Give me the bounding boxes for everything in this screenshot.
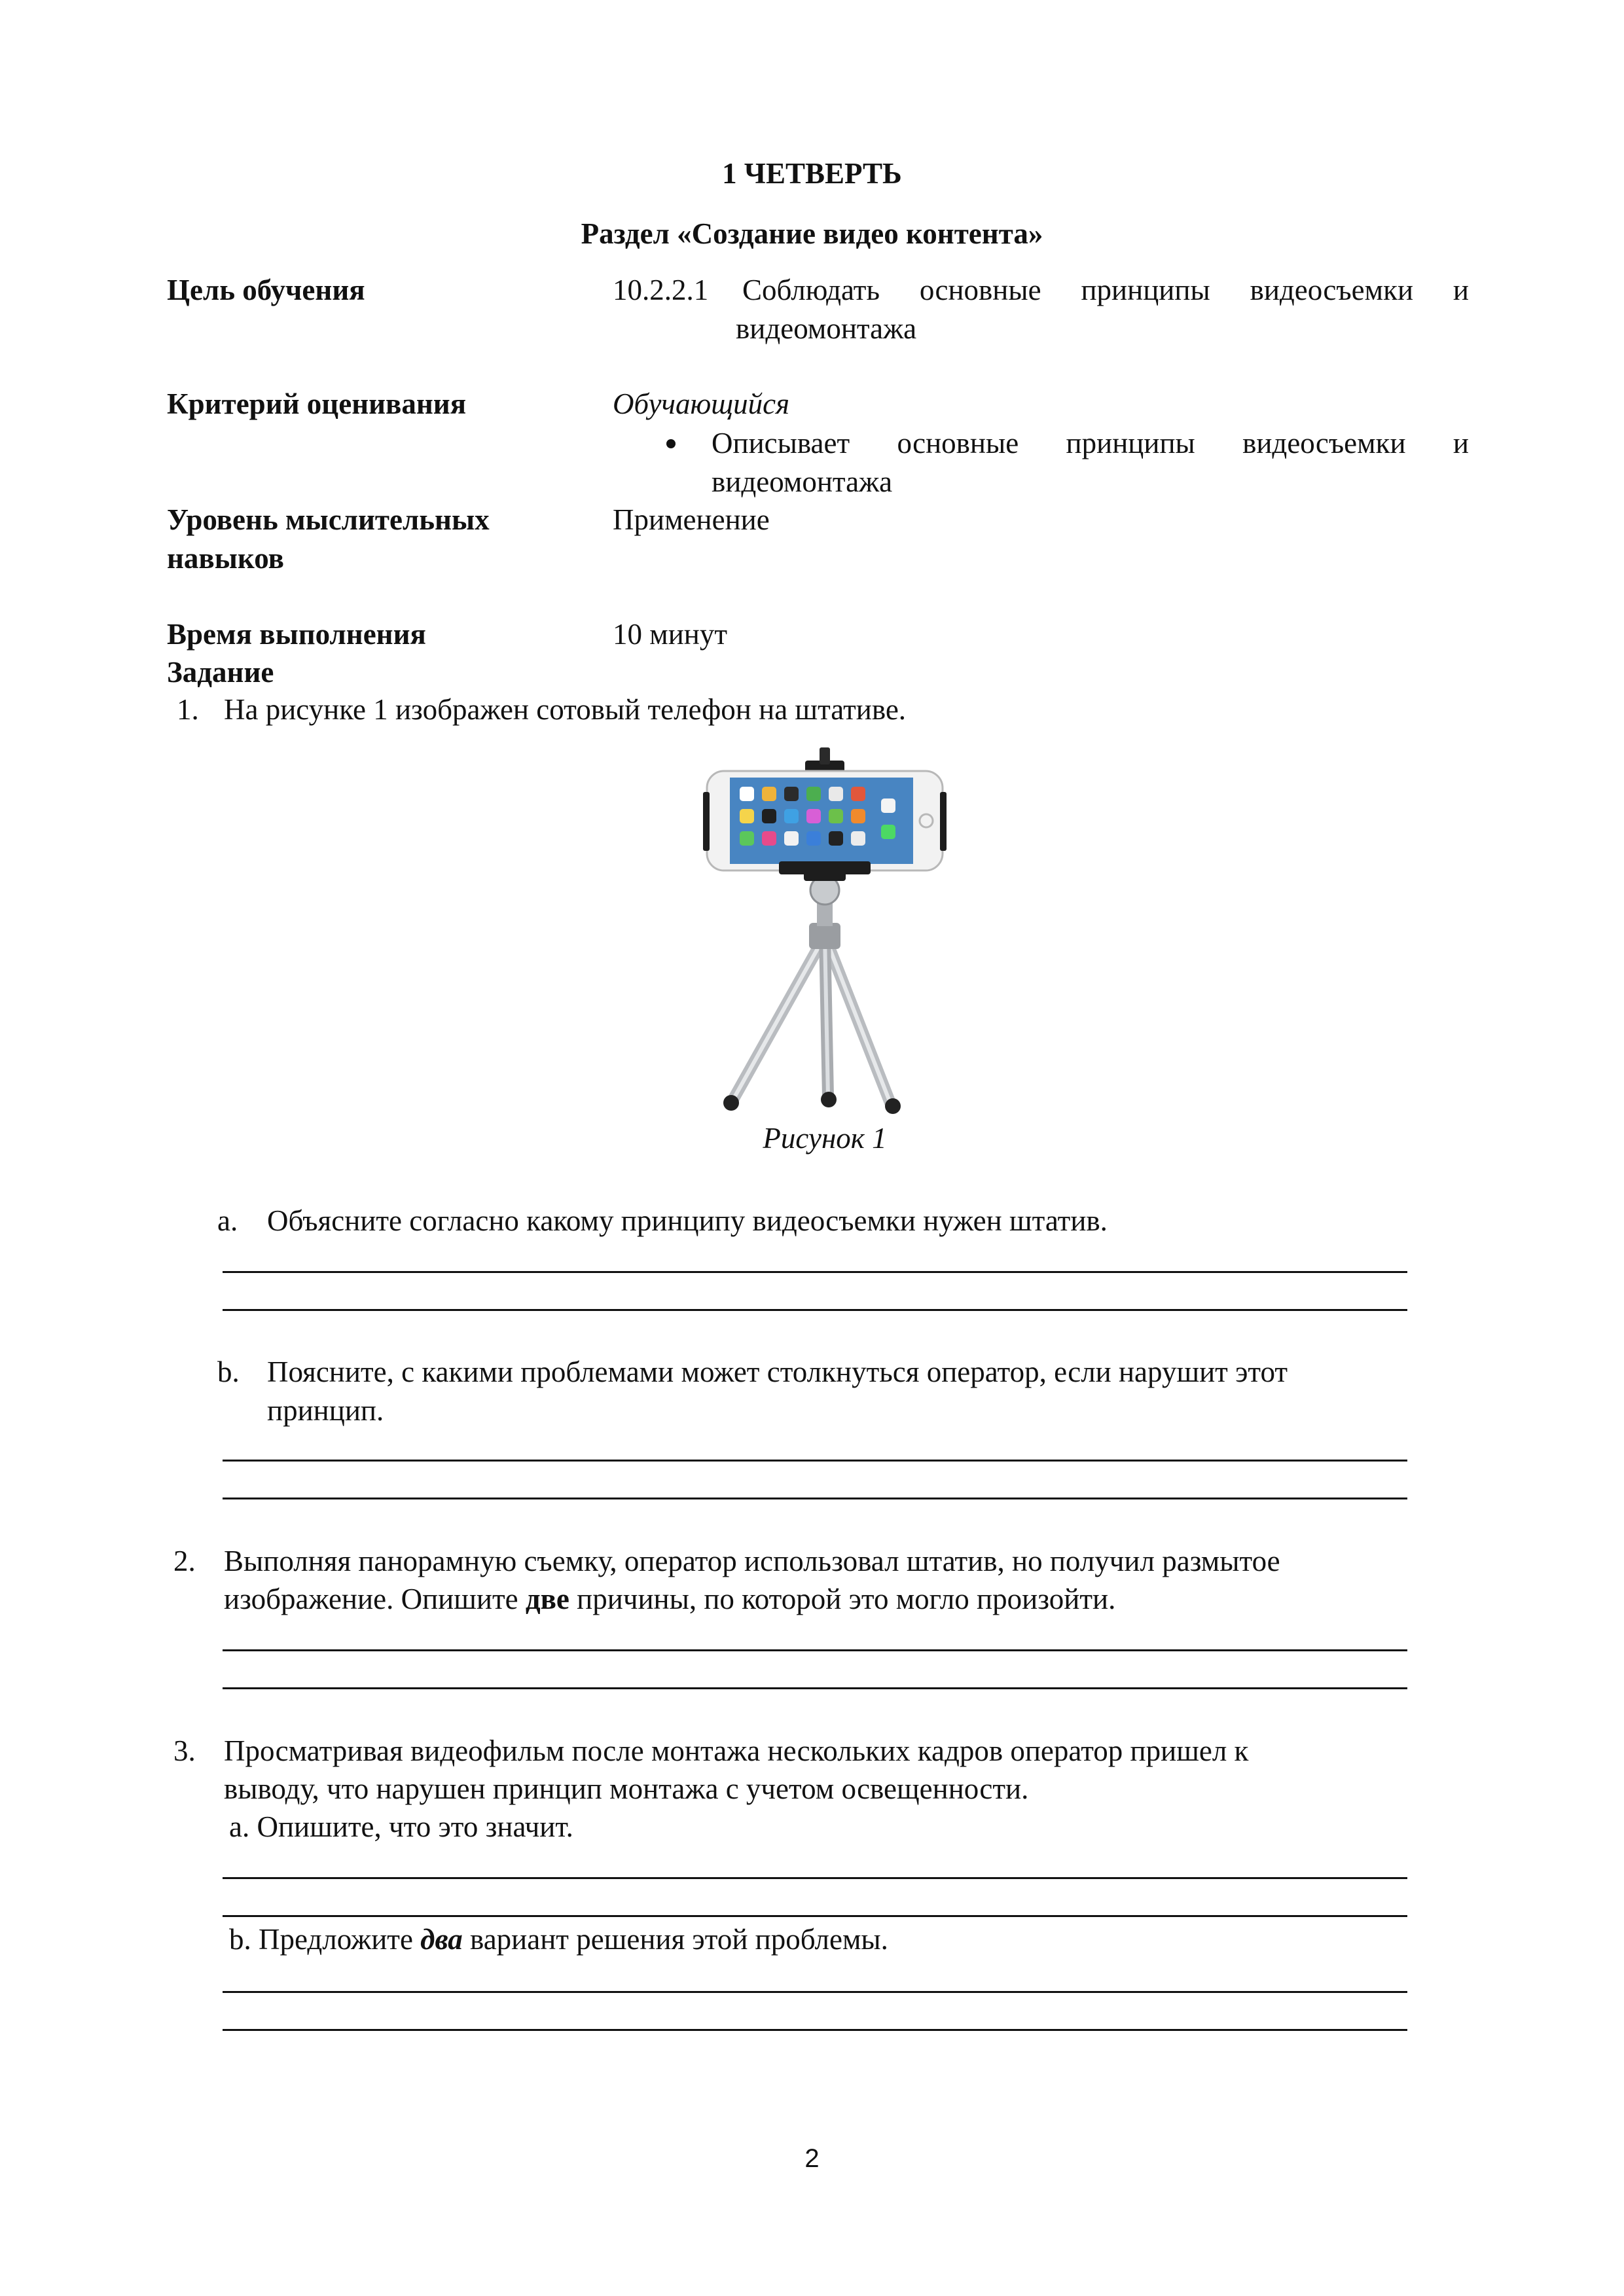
q3-number: 3. [173,1734,196,1767]
q3a-text: a. Опишите, что это значит. [229,1810,573,1843]
answer-line[interactable] [223,1460,1407,1462]
section-title: Раздел «Создание видео контента» [581,217,1043,250]
q1-number: 1. [177,693,199,726]
answer-line[interactable] [223,1877,1407,1879]
answer-line[interactable] [223,1649,1407,1651]
answer-line[interactable] [223,1271,1407,1273]
q2-text-part2: причины, по которой это могло произойти. [569,1583,1116,1615]
criterion-item-line2: видеомонтажа [712,465,893,498]
answer-line[interactable] [223,1309,1407,1311]
criterion-item-line1: Описывает основные принципы видеосъемки и [712,427,1469,459]
answer-line[interactable] [223,1498,1407,1499]
q3-text-line1: Просматривая видеофильм после монтажа нескольких кадров оператор пришел к [224,1734,1249,1767]
goal-text-line2: видеомонтажа [736,312,917,345]
figure-caption: Рисунок 1 [763,1122,887,1155]
answer-line[interactable] [223,1991,1407,1993]
q3b-text [229,1920,888,1958]
goal-label: Цель обучения [167,274,365,306]
phone-on-tripod-illustration [694,746,956,1126]
q1a-marker: a. [217,1204,238,1237]
quarter-title: 1 ЧЕТВЕРТЬ [722,157,902,190]
q3-text-line2: выводу, что нарушен принцип монтажа с учетом освещенности. [224,1772,1029,1805]
q2-text-line1: Выполняя панорамную съемку, оператор использовал штатив, но получил размытое [224,1545,1280,1577]
goal-text-line1: Соблюдать основные принципы видеосъемки и [742,274,1469,306]
q2-number: 2. [173,1545,196,1577]
q3b-text-part2: вариант решения этой проблемы. [462,1923,888,1956]
criterion-label: Критерий оценивания [167,387,467,420]
q1b-text-line2: принцип. [267,1394,384,1427]
criterion-subject: Обучающийся [613,387,790,420]
answer-line[interactable] [223,2029,1407,2031]
answer-line[interactable] [223,1687,1407,1689]
q2-text-line2 [224,1580,1115,1618]
task-label: Задание [167,656,274,689]
bullet-icon [666,439,676,448]
skills-value: Применение [613,503,770,536]
answer-line[interactable] [223,1915,1407,1917]
q2-text-part1: изображение. Опишите [224,1583,526,1615]
q3b-emphasis: два [420,1923,463,1956]
q1b-marker: b. [217,1355,240,1388]
time-label: Время выполнения [167,618,426,651]
q1-text: На рисунке 1 изображен сотовый телефон на штативе. [224,693,907,726]
q2-emphasis: две [525,1583,569,1615]
goal-code: 10.2.2.1 [613,274,709,306]
skills-label-line2: навыков [167,542,284,575]
page-number: 2 [804,2144,820,2173]
q1a-text: Объясните согласно какому принципу видеосъемки нужен штатив. [267,1204,1108,1237]
time-value: 10 минут [613,618,728,651]
q1b-text-line1: Поясните, с какими проблемами может столкнуться оператор, если нарушит этот [267,1355,1288,1388]
skills-label-line1: Уровень мыслительных [167,503,490,536]
q3b-text-part1: b. Предложите [229,1923,421,1956]
